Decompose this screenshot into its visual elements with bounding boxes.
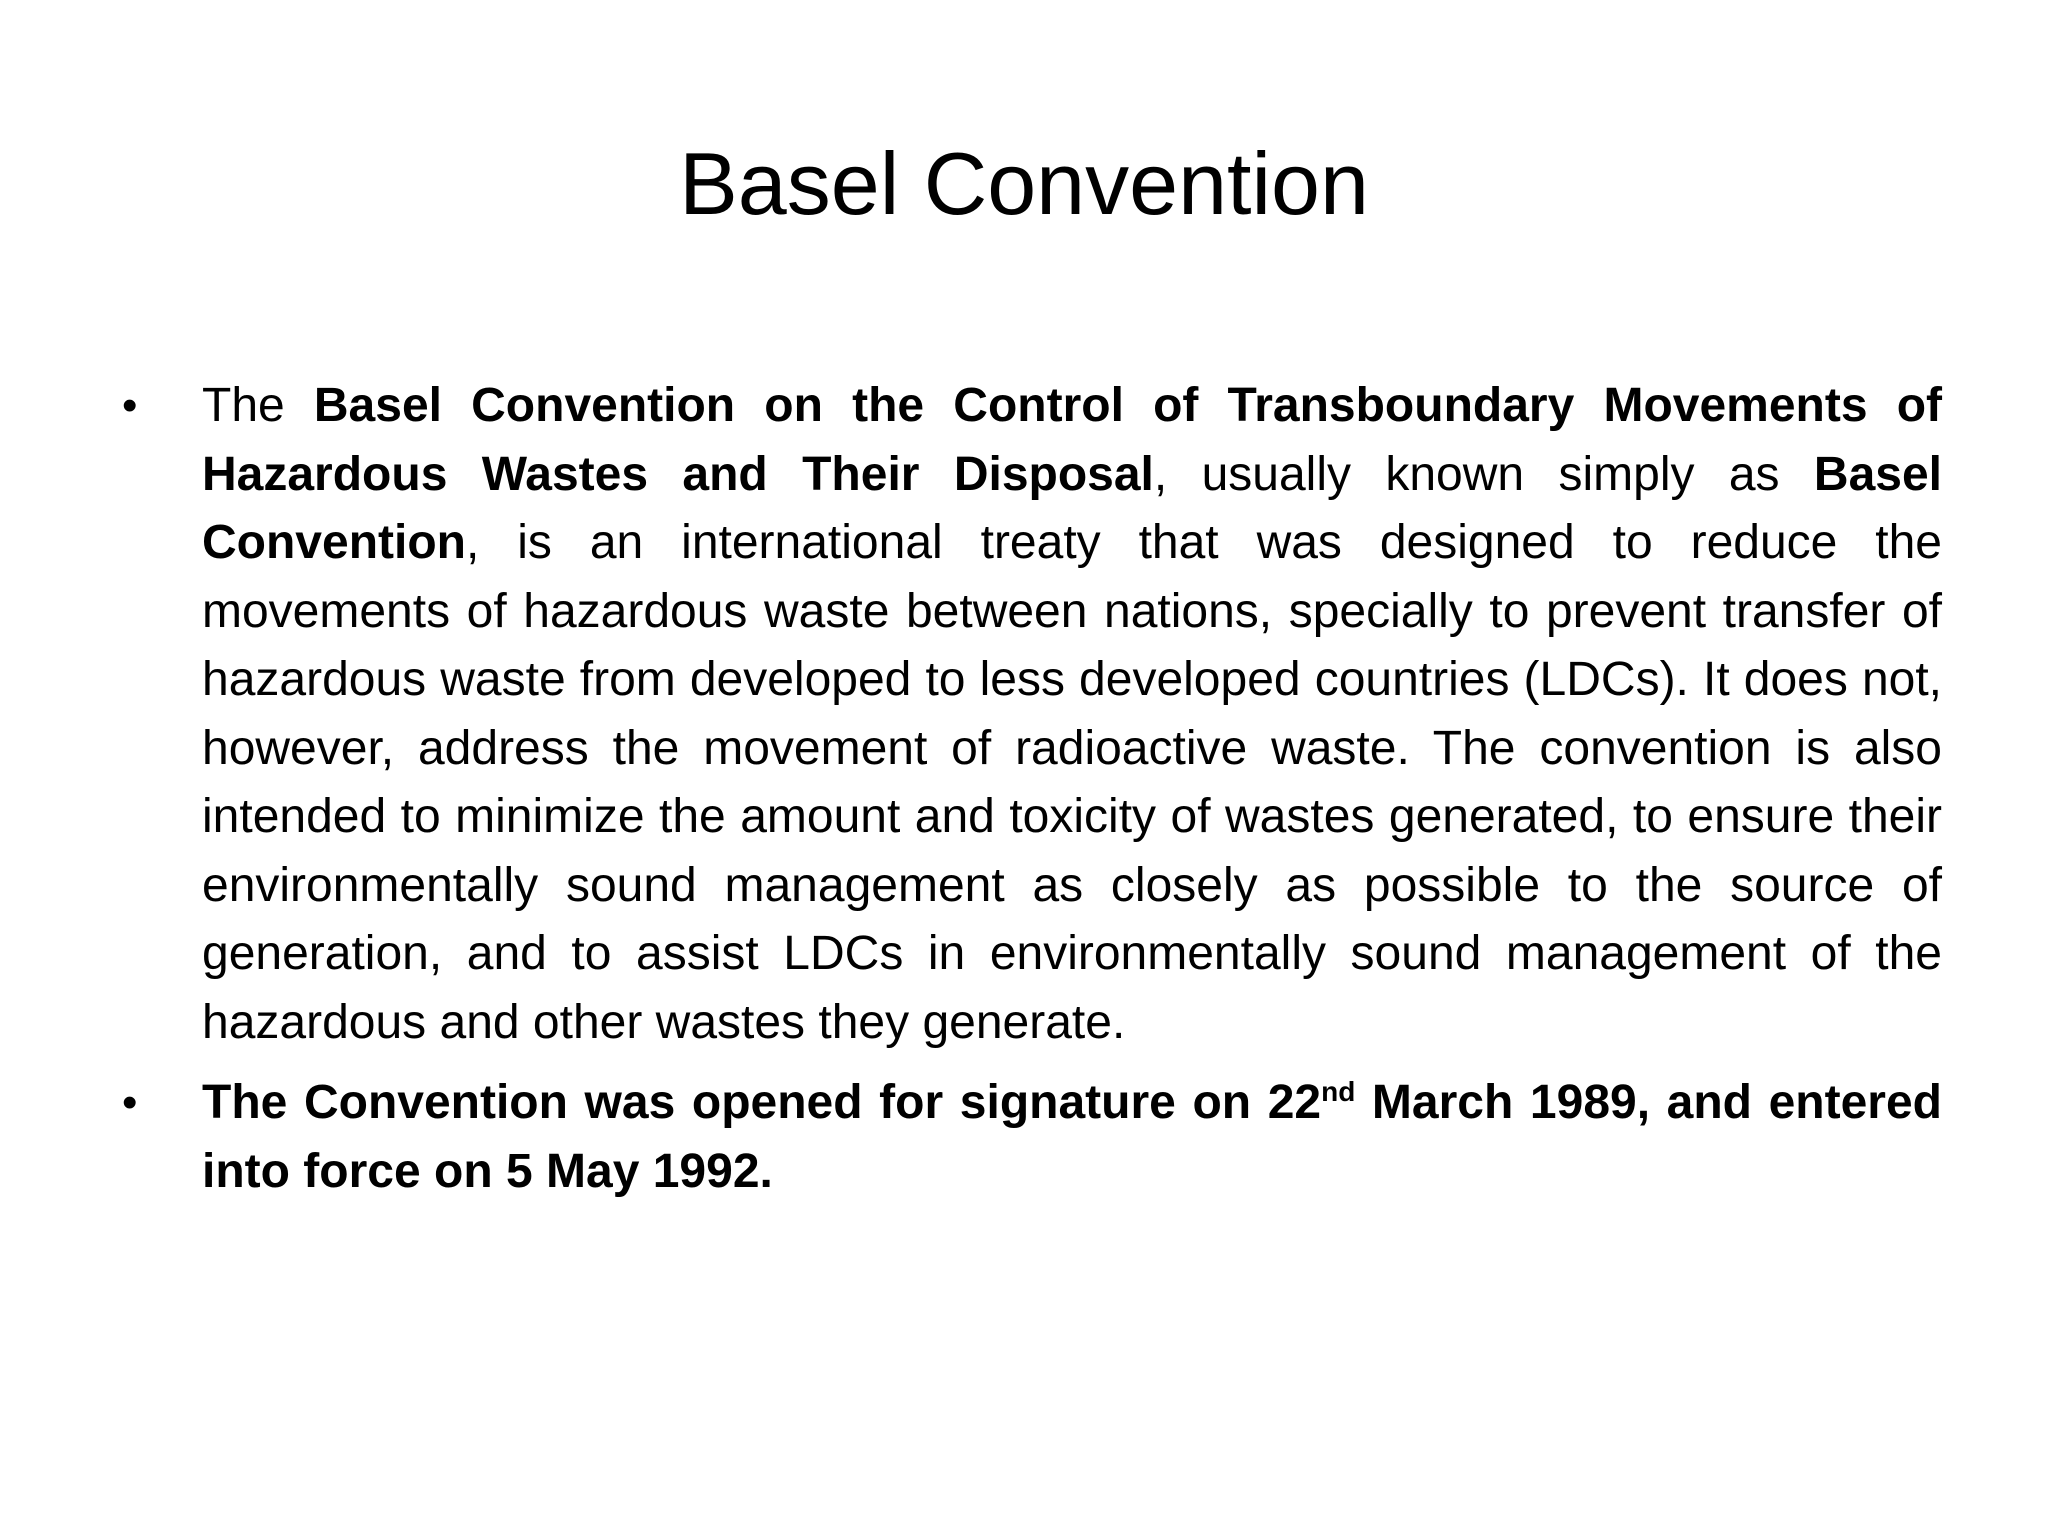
bullet-item bbox=[122, 372, 1942, 1057]
bullet-dot-icon: • bbox=[122, 1078, 138, 1127]
slide-content bbox=[122, 372, 1942, 1218]
bullet-text-known-as: , usually known simply as bbox=[1153, 447, 1814, 501]
bullet-text-dates-end: March 1989, and entered into force on 5 May 1992. bbox=[202, 1076, 1942, 1198]
bullet-text-bold-short-name: Basel Convention bbox=[202, 447, 1942, 569]
bullet-text-ordinal-suffix: nd bbox=[1321, 1076, 1356, 1107]
bullet-dot-icon: • bbox=[122, 381, 138, 430]
bullet-text-intro: The bbox=[202, 379, 314, 432]
bullet-text-description: , is an international treaty that was designed to reduce the movements of hazardous waste between nations, specially to prevent transfer of hazardous waste from developed to less developed countries (LDCs). It does not, however, address the movement of radioactive waste. The convention is also intended to minimize the amount and toxicity of wastes generated, to ensure their environmentally sound management as closely as possible to the source of generation, and to assist LDCs in environmentally sound management of the hazardous and other wastes they generate. bbox=[202, 516, 1942, 1049]
slide-title: Basel Convention bbox=[679, 134, 1369, 233]
bullet-item bbox=[122, 1069, 1942, 1206]
bullet-text-bold-full-name: Basel Convention on the Control of Transboundary Movements of Hazardous Wastes and Their Disposal bbox=[202, 379, 1943, 501]
bullet-list bbox=[122, 372, 1942, 1206]
bullet-text-dates-start: The Convention was opened for signature on 22 bbox=[202, 1076, 1322, 1129]
